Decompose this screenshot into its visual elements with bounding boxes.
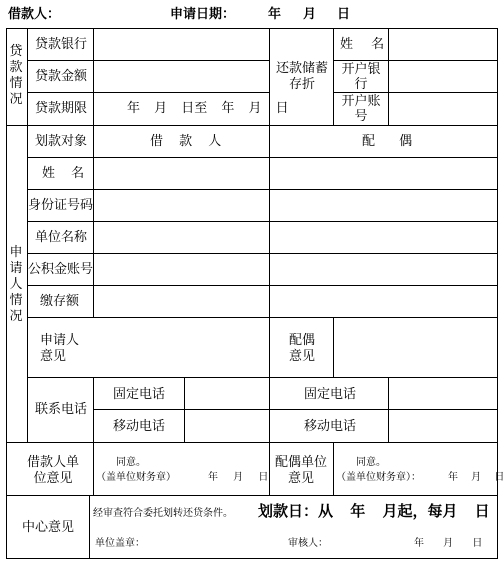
spouse-opinion-label: 配偶意见	[289, 333, 316, 364]
div-v-repay-sub	[388, 28, 389, 125]
name-label: 姓 名	[42, 166, 85, 181]
borrower-unit-date: 年 月 日	[208, 472, 269, 483]
div-h-loan-end	[6, 125, 498, 126]
repay-name-label: 姓 名	[340, 37, 385, 52]
border-bottom	[6, 558, 498, 559]
deduct-target-label: 划款对象	[35, 134, 88, 149]
employer-label: 单位名称	[35, 230, 88, 245]
border-left	[6, 28, 7, 559]
borrower-unit-seal-note: （盖单位财务章）	[96, 472, 176, 483]
center-date: 年 月 日	[414, 538, 483, 549]
div-v-repay-label	[333, 28, 334, 125]
loan-bank-label: 贷款银行	[35, 37, 88, 52]
loan-term-label: 贷款期限	[35, 101, 88, 116]
div-h-app-7	[27, 377, 498, 378]
borrower-unit-opinion-label: 借款人单位意见	[26, 455, 79, 486]
div-h-app-5	[27, 285, 498, 286]
div-h-contact	[93, 409, 498, 410]
div-h-loan-1	[27, 60, 270, 61]
loan-section-title: 贷款情况	[9, 44, 23, 107]
div-h-repay-2	[333, 92, 498, 93]
spouse-unit-seal-note: （盖单位财务章）：	[336, 472, 421, 483]
repay-passbook-label: 还款储蓄存折	[276, 61, 329, 92]
div-h-app-6	[27, 317, 498, 318]
apply-date-label: 申请日期：	[170, 7, 236, 22]
div-v-opinion	[333, 317, 334, 377]
center-deduct-day-text: 划款日：从 年 月起，每月 日	[258, 502, 490, 520]
borrower-unit-agree: 同意。	[116, 457, 146, 468]
div-h-repay-1	[333, 60, 498, 61]
repay-account-label: 开户账号	[341, 94, 381, 124]
div-h-app-end	[6, 442, 498, 443]
spouse-unit-opinion-label: 配偶单位意见	[274, 455, 327, 486]
header-day: 日	[337, 7, 351, 22]
div-v-center	[89, 495, 90, 559]
deposit-amount-label: 缴存额	[40, 294, 80, 309]
id-number-label: 身份证号码	[28, 198, 94, 213]
fund-account-label: 公积金账号	[28, 262, 94, 277]
div-h-app-1	[27, 157, 498, 158]
div-h-unit-end	[6, 495, 498, 496]
div-h-app-4	[27, 253, 498, 254]
border-top	[6, 28, 498, 29]
spouse-column-header: 配 偶	[362, 134, 413, 149]
spouse-landline-label: 固定电话	[304, 387, 357, 402]
header-year: 年	[268, 7, 282, 22]
div-h-app-2	[27, 189, 498, 190]
center-unit-seal: 单位盖章：	[95, 538, 145, 549]
applicant-section-title: 申请人情况	[9, 245, 23, 324]
header-month: 月	[303, 7, 317, 22]
div-v-loan-title	[27, 28, 28, 125]
repay-open-bank-label: 开户银行	[341, 62, 381, 92]
center-opinion-label: 中心意见	[22, 520, 75, 535]
borrower-column-header: 借 款 人	[150, 134, 222, 149]
div-h-app-3	[27, 221, 498, 222]
div-v-loan-label	[93, 28, 94, 125]
loan-amount-label: 贷款金额	[35, 69, 88, 84]
loan-term-format: 年 月 日至 年 月 日	[127, 101, 289, 116]
borrower-mobile-label: 移动电话	[113, 419, 166, 434]
spouse-unit-agree: 同意。	[356, 457, 386, 468]
center-review-text: 经审查符合委托划转还贷条件。	[93, 508, 233, 519]
div-h-loan-2	[27, 92, 270, 93]
div-v-unit-3	[333, 442, 334, 495]
center-reviewer: 审核人：	[288, 538, 328, 549]
borrower-label: 借款人：	[8, 7, 61, 22]
div-v-app-mid	[269, 125, 270, 442]
div-v-app-title	[27, 125, 28, 442]
contact-phone-label: 联系电话	[35, 402, 88, 417]
spouse-unit-date: 年 月 日	[448, 472, 504, 483]
div-v-unit-2	[269, 442, 270, 495]
div-v-unit-1	[93, 442, 94, 495]
borrower-landline-label: 固定电话	[113, 387, 166, 402]
applicant-opinion-label: 申请人意见	[40, 333, 80, 364]
spouse-mobile-label: 移动电话	[304, 419, 357, 434]
